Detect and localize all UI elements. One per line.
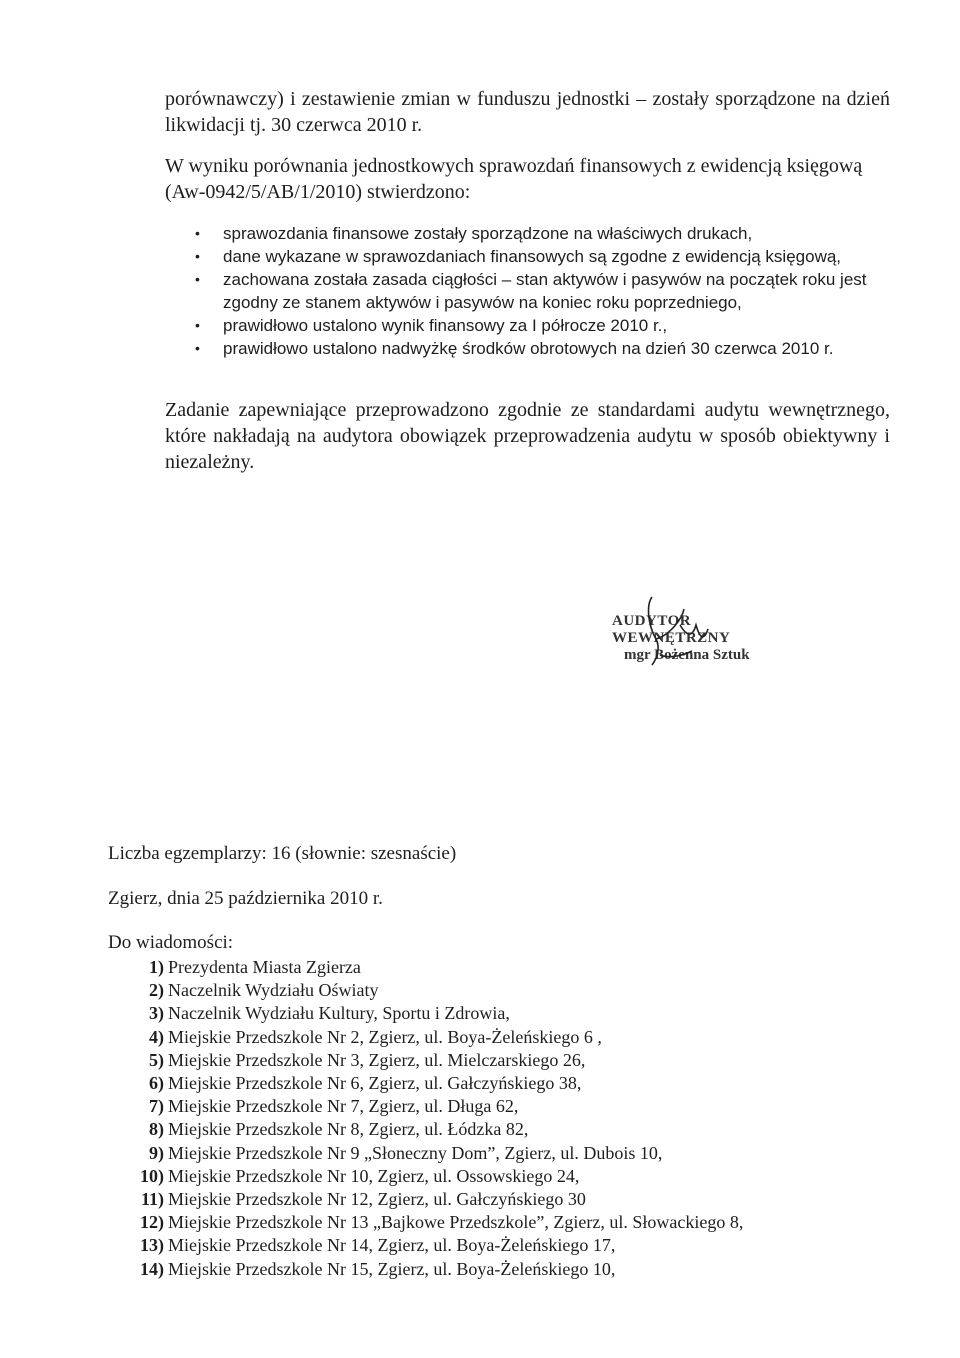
distribution-item bbox=[130, 1188, 743, 1211]
distribution-item-number: 10) bbox=[140, 1165, 164, 1186]
distribution-item-text: Naczelnik Wydziału Oświaty bbox=[168, 980, 379, 1001]
copies-count: Liczba egzemplarzy: 16 (słownie: szesnaście) bbox=[108, 843, 457, 864]
distribution-item-number: 6) bbox=[149, 1073, 164, 1094]
distribution-item-text: Miejskie Przedszkole Nr 6, Zgierz, ul. Gałczyńskiego 38, bbox=[168, 1073, 582, 1094]
distribution-item-number: 1) bbox=[149, 957, 164, 977]
distribution-item-text: Miejskie Przedszkole Nr 3, Zgierz, ul. Mielczarskiego 26, bbox=[168, 1049, 586, 1070]
finding-item: • sprawozdania finansowe zostały sporządzone na właściwych drukach, bbox=[195, 222, 895, 245]
finding-item: • dane wykazane w sprawozdaniach finansowych są zgodne z ewidencją księgową, bbox=[195, 245, 895, 268]
paragraph-comparison: W wyniku porównania jednostkowych sprawozdań finansowych z ewidencją księgową (Aw-0942/5/AB/1/2010) stwierdzono: bbox=[165, 155, 863, 203]
distribution-item bbox=[130, 956, 743, 979]
finding-item: • prawidłowo ustalono wynik finansowy za I półrocze 2010 r., bbox=[195, 314, 895, 337]
distribution-item-text: Miejskie Przedszkole Nr 7, Zgierz, ul. Długa 62, bbox=[168, 1096, 519, 1117]
stamp-title: AUDYTOR WEWNĘTRZNY bbox=[612, 613, 731, 646]
distribution-item-number: 8) bbox=[149, 1119, 164, 1140]
stamp-name: mgr Bożenna Sztuk bbox=[624, 647, 750, 663]
paragraph-intro: porównawczy) i zestawienie zmian w funduszu jednostki – zostały sporządzone na dzień likwidacji tj. 30 czerwca 2010 r. bbox=[165, 88, 890, 136]
distribution-item bbox=[130, 1234, 743, 1257]
distribution-item bbox=[130, 1095, 743, 1118]
finding-item: • prawidłowo ustalono nadwyżkę środków obrotowych na dzień 30 czerwca 2010 r. bbox=[195, 337, 895, 360]
auditor-stamp bbox=[600, 595, 800, 685]
distribution-item bbox=[130, 1002, 743, 1025]
place-date: Zgierz, dnia 25 października 2010 r. bbox=[108, 888, 383, 909]
distribution-item bbox=[130, 1026, 743, 1049]
distribution-list bbox=[130, 956, 743, 1281]
distribution-item-number: 2) bbox=[149, 980, 164, 1001]
distribution-item bbox=[130, 1211, 743, 1234]
distribution-item-number: 3) bbox=[149, 1003, 164, 1024]
distribution-item-number: 12) bbox=[140, 1212, 164, 1233]
distribution-item bbox=[130, 1165, 743, 1188]
distribution-item-text: Miejskie Przedszkole Nr 10, Zgierz, ul. Ossowskiego 24, bbox=[168, 1165, 580, 1186]
findings-list bbox=[195, 222, 895, 360]
distribution-item-text: Miejskie Przedszkole Nr 2, Zgierz, ul. Boya-Żeleńskiego 6 , bbox=[168, 1026, 602, 1047]
distribution-item-text: Prezydenta Miasta Zgierza bbox=[168, 957, 361, 977]
distribution-item-text: Miejskie Przedszkole Nr 12, Zgierz, ul. Gałczyńskiego 30 bbox=[168, 1189, 586, 1210]
distribution-item-text: Miejskie Przedszkole Nr 13 „Bajkowe Przedszkole”, Zgierz, ul. Słowackiego 8, bbox=[168, 1212, 744, 1233]
distribution-item-number: 7) bbox=[149, 1096, 164, 1117]
distribution-title: Do wiadomości: bbox=[108, 932, 234, 953]
distribution-item-number: 5) bbox=[149, 1049, 164, 1070]
distribution-item bbox=[130, 1142, 743, 1165]
distribution-item-number: 9) bbox=[149, 1142, 164, 1163]
signature-icon bbox=[600, 595, 800, 685]
distribution-item-text: Naczelnik Wydziału Kultury, Sportu i Zdrowia, bbox=[168, 1003, 510, 1024]
distribution-item bbox=[130, 1072, 743, 1095]
distribution-item-text: Miejskie Przedszkole Nr 8, Zgierz, ul. Łódzka 82, bbox=[168, 1119, 529, 1140]
distribution-item bbox=[130, 1049, 743, 1072]
distribution-item-text: Miejskie Przedszkole Nr 15, Zgierz, ul. Boya-Żeleńskiego 10, bbox=[168, 1258, 616, 1279]
distribution-item-number: 13) bbox=[140, 1235, 164, 1256]
distribution-item bbox=[130, 1118, 743, 1141]
paragraph-audit-standards: Zadanie zapewniające przeprowadzono zgodnie ze standardami audytu wewnętrznego, które nakładają na audytora obowiązek przeprowadzenia audytu w sposób obiektywny i niezależny. bbox=[165, 399, 890, 473]
distribution-item-number: 14) bbox=[140, 1258, 164, 1279]
distribution-item-number: 4) bbox=[149, 1026, 164, 1047]
distribution-item-text: Miejskie Przedszkole Nr 9 „Słoneczny Dom”, Zgierz, ul. Dubois 10, bbox=[168, 1142, 663, 1163]
distribution-item bbox=[130, 1258, 743, 1281]
distribution-item bbox=[130, 979, 743, 1002]
distribution-item-number: 11) bbox=[140, 1189, 164, 1210]
finding-item: • zachowana została zasada ciągłości – stan aktywów i pasywów na początek roku jest zgodny ze stanem aktywów i pasywów na koniec roku poprzedniego, bbox=[195, 268, 895, 314]
distribution-item-text: Miejskie Przedszkole Nr 14, Zgierz, ul. Boya-Żeleńskiego 17, bbox=[168, 1235, 616, 1256]
